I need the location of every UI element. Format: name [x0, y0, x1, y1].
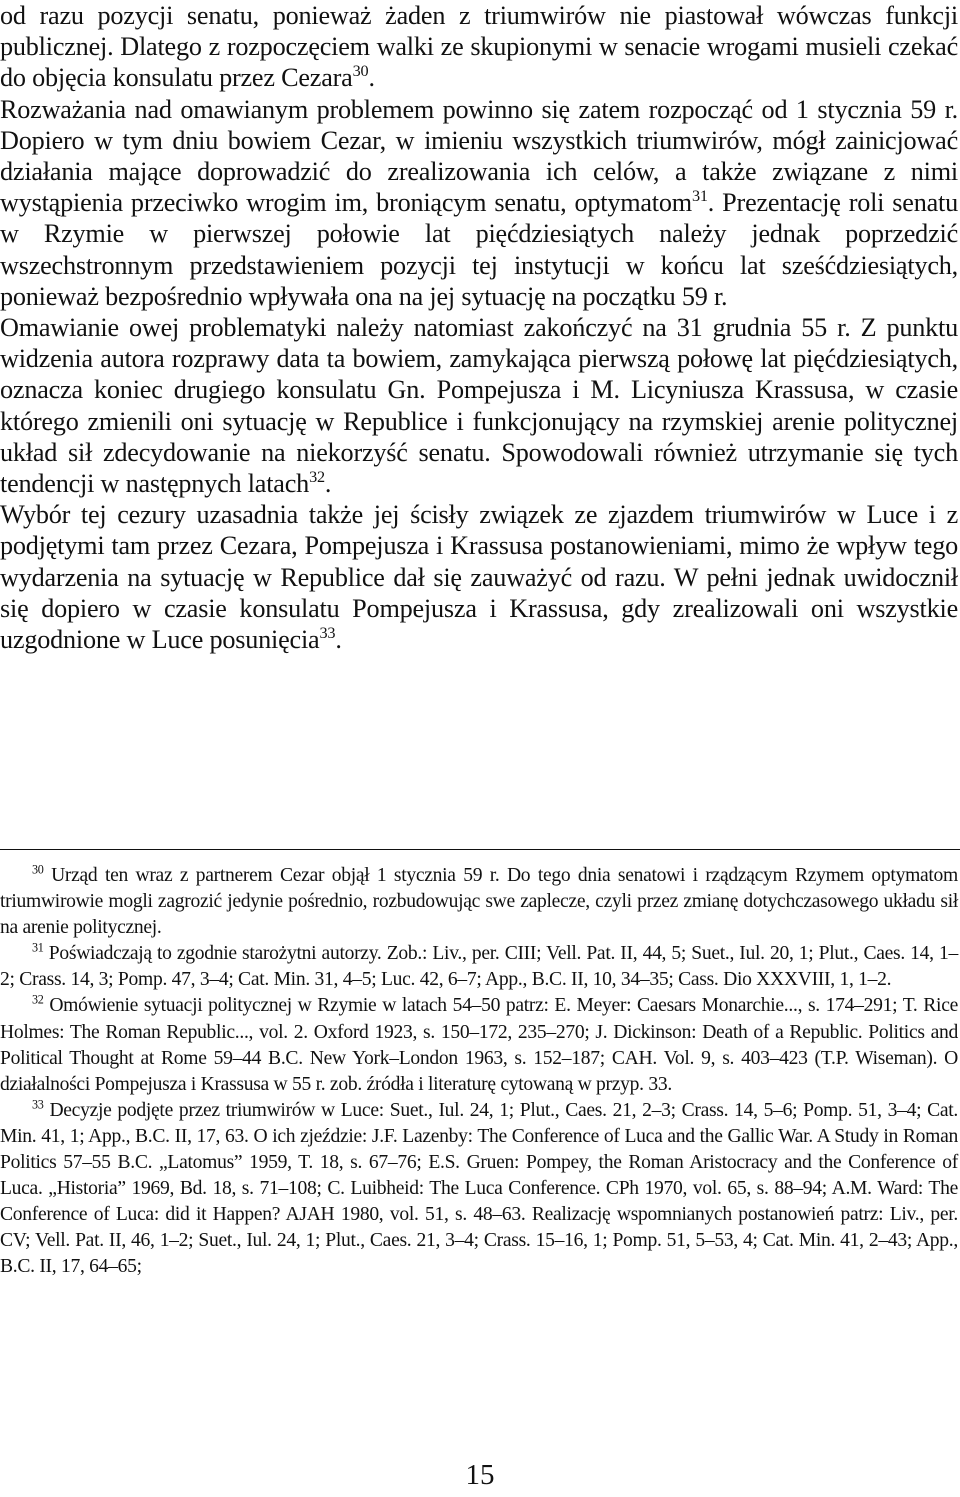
main-text [0, 0, 958, 655]
footnote-32: $^{32}$ Omówienie sytuacji politycznej w Rzymie w latach 54–50 patrz: E. Meyer: Caesars Monarchie..., s. 174–291; T. Rice Holmes: The Roman Republic..., vol. 2. Oxford 1923, s. 150–172, 235–270; J. Dickinson: Death of a Republic. Politics and Political Thought at Rome 59–44 B.C. New York–London 1963, s. 152–187; CAH. Vol. 9, s. 403–423 (T.P. Wiseman). O działalności Pompejusza i Krassusa w 55 r. zob. źródła i literaturę cytowaną w przyp. 33. [0, 992, 958, 1095]
footnote-ref-33[interactable]: 33 [319, 624, 336, 642]
paragraph-2: Rozważania nad omawianym problemem powinno się zatem rozpocząć od 1 stycznia 59 r. Dopiero w tym dniu bowiem Cezar, w imieniu wszystkich triumwirów, mógł zainicjować działania mające doprowadzić do zrealizowania ich celów, a także związane z nimi wystąpienia przeciwko wrogim im, broniącym senatu, optymatom$^{31}$. Prezentację roli senatu w Rzymie w pierwszej połowie lat pięćdziesiątych należy jednak poprzedzić wszechstronnym przedstawieniem pozycji tej instytucji w końcu lat sześćdziesiątych, ponieważ bezpośrednio wpływała ona na jej sytuację na początku 59 r. [0, 94, 958, 311]
footnote-ref-30[interactable]: 30 [352, 62, 369, 81]
footnote-divider [0, 849, 960, 850]
footnotes [0, 863, 958, 1281]
footnote-ref-32[interactable]: 32 [309, 467, 325, 486]
footnote-33: $^{33}$ Decyzje podjęte przez triumwirów w Luce: Suet., Iul. 24, 1; Plut., Caes. 21, 2–3; Crass. 14, 5–6; Pomp. 51, 3–4; Cat. Min. 41, 1; App., B.C. II, 17, 63. O ich zjeździe: J.F. Lazenby: The Conference of Luca and the Gallic War. A Study in Roman Politics 57–55 B.C. „Latomus” 1959, T. 18, s. 67–76; E.S. Gruen: Pompey, the Roman Aristocracy and the Conference of Luca. „Historia” 1969, Bd. 18, s. 71–108; C. Luibheid: The Luca Conference. CPh 1970, vol. 65, s. 88–94; A.M. Ward: The Conference of Luca: did it Happen? AJAH 1980, vol. 51, s. 48–63. Realizację wspomnianych postanowień patrz: Liv., per. CV; Vell. Pat. II, 46, 1–2; Suet., Iul. 24, 1; Plut., Caes. 21, 3–4; Crass. 15–16, 1; Pomp. 51, 5–53, 4; Cat. Min. 41, 2–43; App., B.C. II, 17, 64–65; [0, 1097, 958, 1278]
paragraph-3: Omawianie owej problematyki należy natomiast zakończyć na 31 grudnia 55 r. Z punktu widzenia autora rozprawy data ta bowiem, zamykająca pierwszą połowę lat pięćdziesiątych, oznacza koniec drugiego konsulatu Gn. Pompejusza i M. Licyniusza Krassusa, w czasie którego zmienili oni sytuację w Republice i funkcjonujący na rzymskiej arenie politycznej układ sił zdecydowanie na niekorzyść senatu. Spowodowali również utrzymanie się tych tendencji w następnych latach$^{32}$. [0, 313, 958, 499]
footnote-31: $^{31}$ Poświadczają to zgodnie starożytni autorzy. Zob.: Liv., per. CIII; Vell. Pat. II, 44, 5; Suet., Iul. 20, 1; Plut., Caes. 14, 1–2; Crass. 14, 3; Pomp. 47, 3–4; Cat. Min. 31, 4–5; Luc. 42, 6–7; App., B.C. II, 10, 34–35; Cass. Dio XXXVIII, 1, 1–2. [0, 940, 958, 991]
paragraph-4: Wybór tej cezury uzasadnia także jej ścisły związek ze zjazdem triumwirów w Luce i z podjętymi tam przez Cezara, Pompejusza i Krassusa postanowieniami, mimo że wpływ tego wydarzenia na sytuację w Republice dał się zauważyć od razu. W pełni jednak uwidocznił się dopiero w czasie konsulatu Pompejusza i Krassusa, gdy zrealizowali oni wszystkie uzgodnione w Luce posunięcia$^{33}$. [0, 500, 958, 655]
footnote-30: $^{30}$ Urząd ten wraz z partnerem Cezar objął 1 stycznia 59 r. Do tego dnia senatowi i rządzącym Rzymem optymatom triumwirowie mogli zagrozić jedynie pośrednio, rozbudowując swe zaplecze, czyli przez zmianę dotychczasowego układu sił na arenie politycznej. [0, 862, 958, 939]
footnote-ref-31[interactable]: 31 [691, 187, 708, 206]
paragraph-1: od razu pozycji senatu, ponieważ żaden z triumwirów nie piastował wówczas funkcji publicznej. Dlatego z rozpoczęciem walki ze skupionymi w senacie wrogami musieli czekać do objęcia konsulatu przez Cezara$^{30}$. [0, 1, 958, 93]
page-number: 15 [465, 1459, 495, 1491]
